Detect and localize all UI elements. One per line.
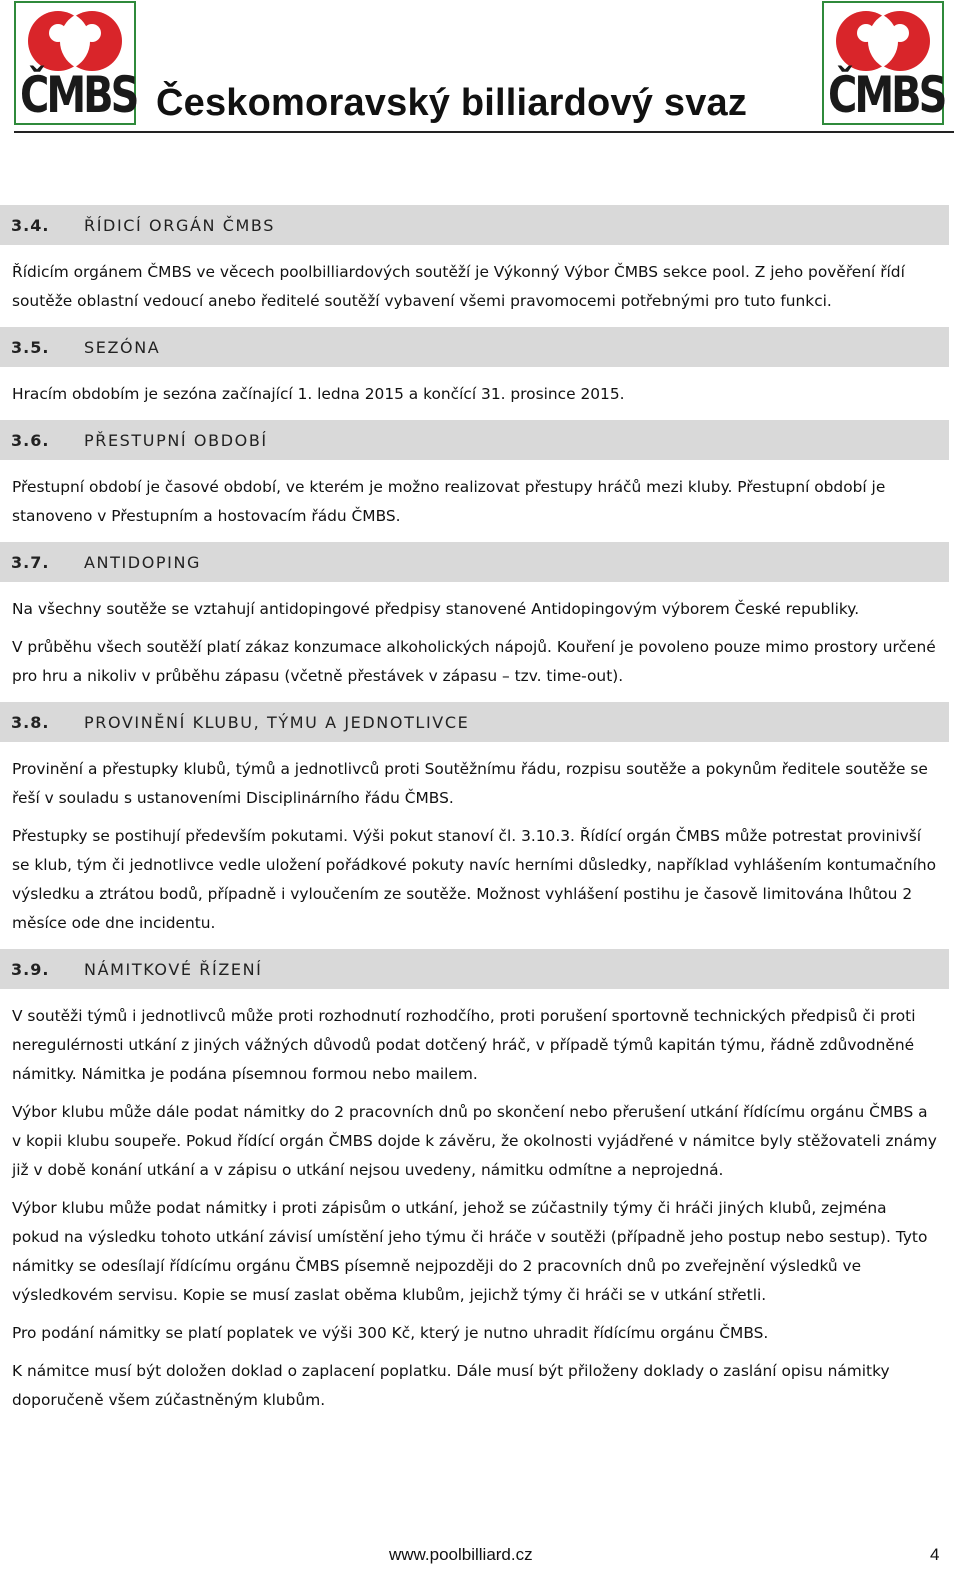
section-number: 3.6.: [11, 430, 50, 450]
paragraph: Přestupky se postihují především pokutami. Výši pokut stanoví čl. 3.10.3. Řídící orgán ČMBS může potrestat provinivší se klub, tým či jednotlivce vedle uložení pořádkové pokuty navíc herními důsledky, například vyhlášením kontumačního výsledku a ztrátou bodů, případně i vyloučením ze soutěže. Možnost vyhlášení postihu je časově limitována lhůtou 2 měsíce ode dne incidentu.: [12, 827, 937, 932]
cmbs-logo-left: [14, 1, 136, 125]
section-title: ANTIDOPING: [84, 552, 202, 572]
section-number: 3.4.: [11, 215, 50, 235]
paragraph: Přestupní období je časové období, ve kterém je možno realizovat přestupy hráčů mezi kluby. Přestupní období je stanoveno v Přestupním a hostovacím řádu ČMBS.: [12, 478, 886, 525]
paragraph: Hracím obdobím je sezóna začínající 1. ledna 2015 a končící 31. prosince 2015.: [12, 385, 625, 403]
page-number: 4: [930, 1545, 940, 1564]
logo-left-text: ČMBS: [20, 67, 137, 125]
paragraph: Provinění a přestupky klubů, týmů a jednotlivců proti Soutěžnímu řádu, rozpisu soutěže a pokynům ředitele soutěže se řeší v souladu s ustanoveními Disciplinárního řádu ČMBS.: [12, 760, 928, 807]
site-title: Českomoravský billiardový svaz: [156, 82, 748, 124]
section-title: SEZÓNA: [84, 337, 161, 357]
page-header: [0, 0, 960, 134]
section-title: NÁMITKOVÉ ŘÍZENÍ: [84, 959, 263, 979]
paragraph: Na všechny soutěže se vztahují antidopingové předpisy stanovené Antidopingovým výborem České republiky.: [12, 600, 860, 618]
section-number: 3.9.: [11, 959, 50, 979]
section-title: PŘESTUPNÍ OBDOBÍ: [84, 430, 268, 450]
paragraph: Výbor klubu může dále podat námitky do 2 pracovních dnů po skončení nebo přerušení utkání řídícímu orgánu ČMBS a v kopii klubu soupeře. Pokud řídící orgán ČMBS dojde k závěru, že okolnosti vyjádřené v námitce byly stěžovateli známy již v době konání utkání a v zápisu o utkání nejsou uvedeny, námitku odmítne a neprojedná.: [12, 1103, 937, 1179]
paragraph: V soutěži týmů i jednotlivců může proti rozhodnutí rozhodčího, proti porušení sportovně technických předpisů či proti neregulérnosti utkání z jiných vážných důvodů podat dotčený hráč, v případě týmů kapitán týmu, řádně zdůvodněné námitky. Námitka je podána písemnou formou nebo mailem.: [12, 1007, 916, 1083]
section-heading-3-8: [0, 702, 949, 742]
section-heading-3-7: [0, 542, 949, 582]
logo-right-text: ČMBS: [828, 67, 945, 125]
section-number: 3.5.: [11, 337, 50, 357]
section-title: ŘÍDICÍ ORGÁN ČMBS: [84, 215, 275, 235]
section-number: 3.8.: [11, 712, 50, 732]
paragraph: Řídicím orgánem ČMBS ve věcech poolbilliardových soutěží je Výkonný Výbor ČMBS sekce pool. Z jeho pověření řídí soutěže oblastní vedoucí anebo ředitelé soutěží vybavení všemi pravomocemi potřebnými pro tuto funkci.: [12, 263, 905, 310]
section-heading-3-9: [0, 949, 949, 989]
section-heading-3-5: [0, 327, 949, 367]
cmbs-logo-right: [822, 1, 944, 125]
section-heading-3-6: [0, 420, 949, 460]
section-heading-3-4: [0, 205, 949, 245]
document-body: [0, 205, 960, 1415]
paragraph: Pro podání námitky se platí poplatek ve výši 300 Kč, který je nutno uhradit řídícímu orgánu ČMBS.: [12, 1324, 769, 1342]
header-divider: [14, 131, 954, 133]
paragraph: Výbor klubu může podat námitky i proti zápisům o utkání, jehož se zúčastnily týmy či hráči jiných klubů, zejména pokud na výsledku tohoto utkání závisí umístění jeho týmu či hráče v soutěži (případně jeho postup nebo sestup). Tyto námitky se odesílají řídícímu orgánu ČMBS písemně nejpozději do 2 pracovních dnů po zveřejnění výsledků ve výsledkovém servisu. Kopie se musí zaslat oběma klubům, jejichž týmy či hráči se v utkání střetli.: [12, 1199, 928, 1304]
paragraph: K námitce musí být doložen doklad o zaplacení poplatku. Dále musí být přiloženy doklady o zaslání opisu námitky doporučeně všem zúčastněným klubům.: [12, 1362, 890, 1409]
section-title: PROVINĚNÍ KLUBU, TÝMU A JEDNOTLIVCE: [84, 712, 470, 732]
footer-website-link[interactable]: www.poolbilliard.cz: [389, 1545, 533, 1564]
section-number: 3.7.: [11, 552, 50, 572]
paragraph: V průběhu všech soutěží platí zákaz konzumace alkoholických nápojů. Kouření je povoleno pouze mimo prostory určené pro hru a nikoliv v průběhu zápasu (včetně přestávek v zápasu – tzv. time-out).: [12, 638, 936, 685]
